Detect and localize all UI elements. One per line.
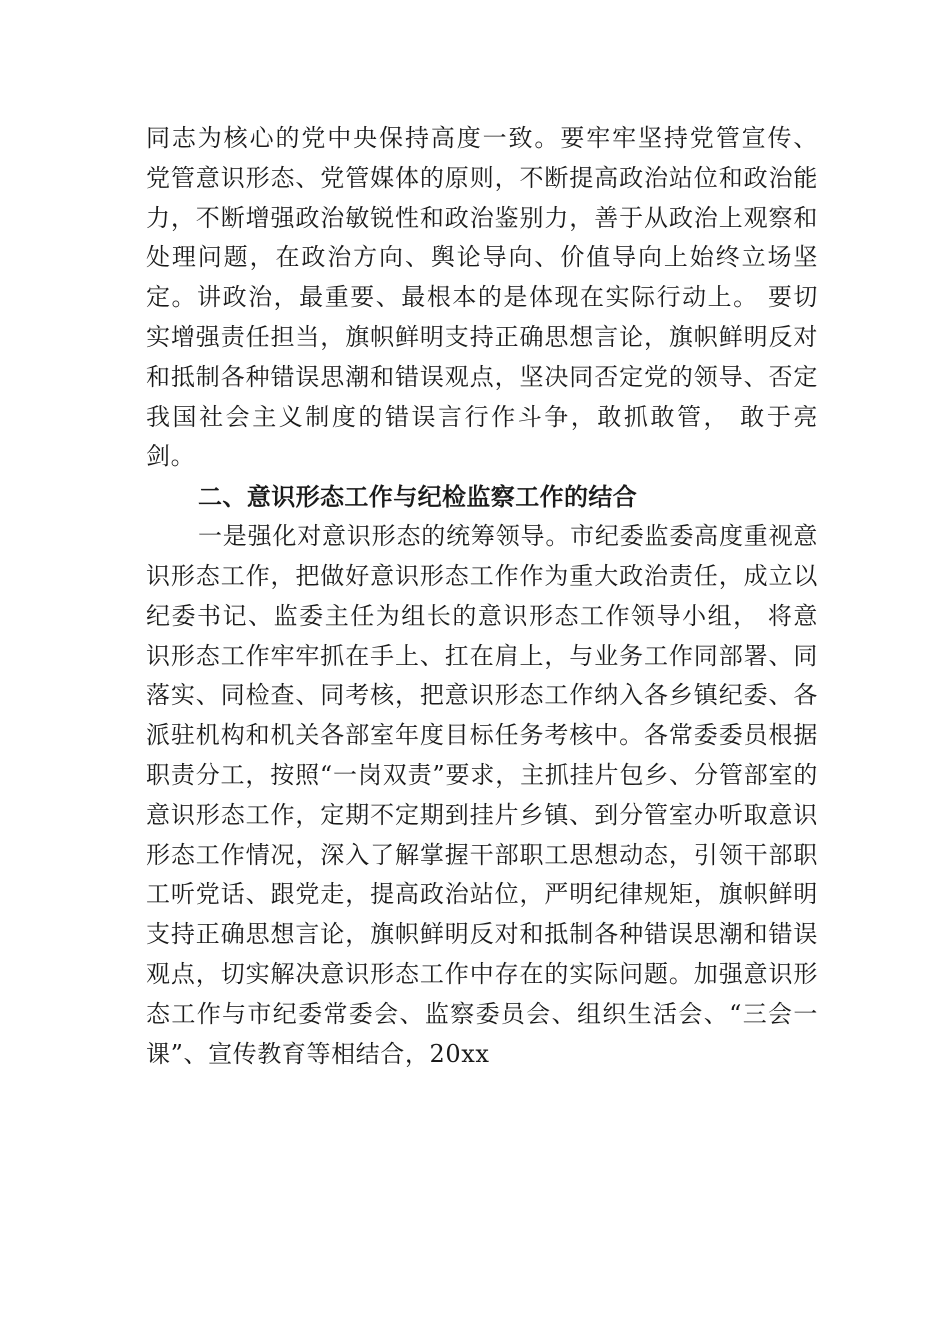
body-paragraph: 一是强化对意识形态的统筹领导。市纪委监委高度重视意识形态工作，把做好意识形态工作作为重大政治责任，成立以纪委书记、监委主任为组长的意识形态工作领导小组， 将意识形态工作牢牢抓在手上、扛在肩上，与业务工作同部署、同落实、同检查、同考核，把意识形态工作纳入各乡镇纪委、各派驻机构和机关各部室年度目标任务考核中。各常委委员根据职责分工，按照“一岗双责”要求，主抓挂片包乡、分管部室的意识形态工作，定期不定期到挂片乡镇、到分管室办听取意识形态工作情况，深入了解掌握干部职工思想动态，引领干部职工听党话、跟党走，提高政治站位，严明纪律规矩，旗帜鲜明支持正确思想言论，旗帜鲜明反对和抵制各种错误思潮和错误观点，切实解决意识形态工作中存在的实际问题。加强意识形态工作与市纪委常委会、监察委员会、组织生活会、“三会一课”、宣传教育等相结合，20xx: [146, 522, 818, 1068]
body-paragraph-continued: 同志为核心的党中央保持高度一致。要牢牢坚持党管宣传、 党管意识形态、党管媒体的原则，不断提高政治站位和政治能力，不断增强政治敏锐性和政治鉴别力，善于从政治上观察和处理问题，在政治方向、舆论导向、价值导向上始终立场坚定。讲政治，最重要、最根本的是体现在实际行动上。 要切实增强责任担当，旗帜鲜明支持正确思想言论，旗帜鲜明反对和抵制各种错误思潮和错误观点，坚决同否定党的领导、否定我国社会主义制度的错误言行作斗争，敢抓敢管， 敢于亮剑。: [146, 124, 818, 471]
document-body: [146, 119, 818, 1074]
section-heading: 二、意识形态工作与纪检监察工作的结合: [198, 483, 638, 512]
